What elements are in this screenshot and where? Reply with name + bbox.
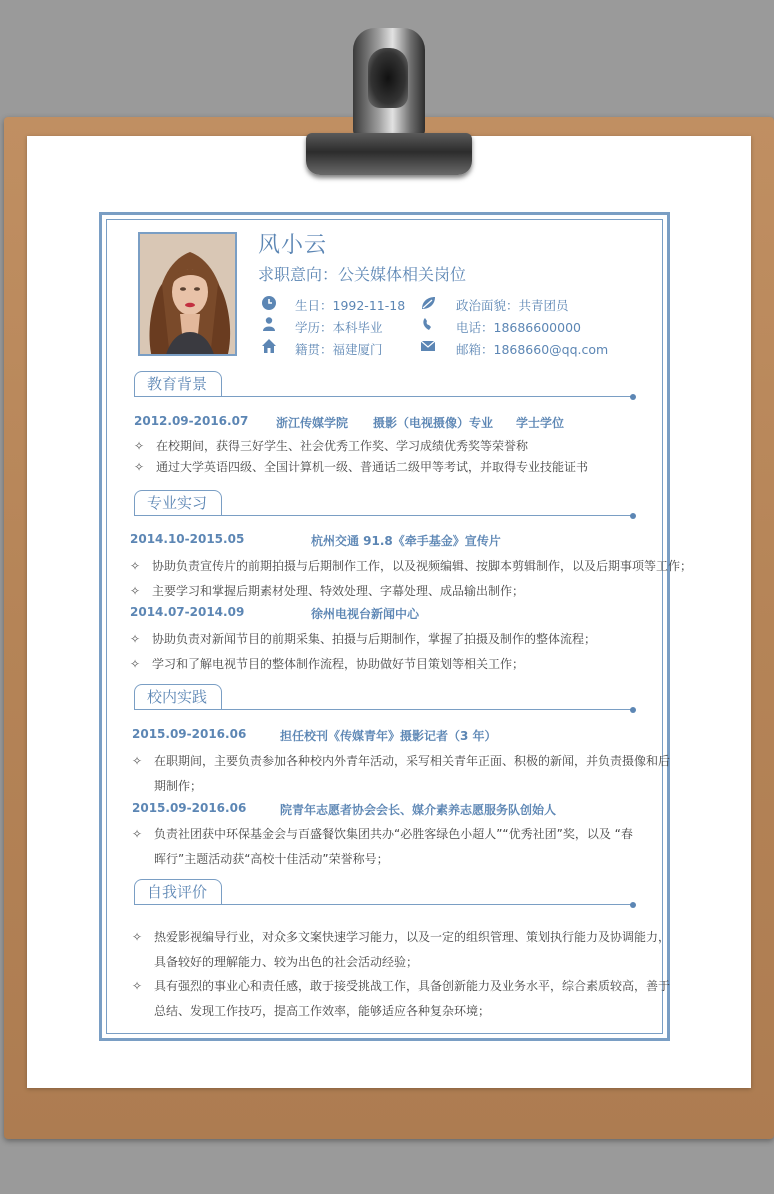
info-education: 学历：本科毕业 bbox=[295, 320, 383, 335]
home-icon bbox=[261, 338, 277, 354]
list-item bbox=[132, 752, 670, 769]
list-item-text: 通过大学英语四级、全国计算机一级、普通话二级甲等考试，并取得专业技能证书 bbox=[156, 460, 589, 474]
diamond-bullet-icon: ✧ bbox=[132, 979, 143, 993]
list-item-text: 热爱影视编导行业，对众多文案快速学习能力，以及一定的组织管理、策划执行能力及协调能力， bbox=[154, 930, 671, 944]
portrait-image-icon bbox=[140, 234, 237, 356]
list-item bbox=[130, 582, 524, 599]
binder-clip-hole bbox=[368, 48, 408, 108]
divider-dot bbox=[630, 394, 636, 400]
section-divider bbox=[134, 396, 632, 397]
profile-photo bbox=[138, 232, 237, 356]
section-title-campus: 校内实践 bbox=[134, 684, 222, 710]
edu-major: 摄影（电视摄像）专业 bbox=[373, 416, 494, 430]
diamond-bullet-icon: ✧ bbox=[132, 827, 143, 841]
job-org: 院青年志愿者协会会长、媒介素养志愿服务队创始人 bbox=[280, 803, 557, 817]
divider-dot bbox=[630, 707, 636, 713]
job-date: 2014.07-2014.09 bbox=[130, 605, 245, 619]
diamond-bullet-icon: ✧ bbox=[130, 559, 141, 573]
diamond-bullet-icon: ✧ bbox=[130, 584, 141, 598]
info-hometown: 籍贯：福建厦门 bbox=[295, 342, 383, 357]
edu-date: 2012.09-2016.07 bbox=[134, 414, 249, 428]
edu-school: 浙江传媒学院 bbox=[276, 416, 349, 430]
info-political: 政治面貌：共青团员 bbox=[456, 298, 569, 313]
list-item bbox=[130, 630, 596, 647]
diamond-bullet-icon: ✧ bbox=[130, 632, 141, 646]
section-divider bbox=[134, 904, 632, 905]
mail-icon bbox=[420, 338, 436, 354]
list-item bbox=[132, 928, 670, 945]
info-email: 邮箱：1868660@qq.com bbox=[456, 342, 609, 357]
job-date: 2015.09-2016.06 bbox=[132, 801, 247, 815]
job-date: 2014.10-2015.05 bbox=[130, 532, 245, 546]
section-title-education: 教育背景 bbox=[134, 371, 222, 397]
job-date: 2015.09-2016.06 bbox=[132, 727, 247, 741]
job-org: 杭州交通 91.8《牵手基金》宣传片 bbox=[311, 534, 501, 548]
list-item-text: 协助负责对新闻节目的前期采集、拍摄与后期制作，掌握了拍摄及制作的整体流程； bbox=[152, 632, 597, 646]
list-item-text: 协助负责宣传片的前期拍摄与后期制作工作，以及视频编辑、按脚本剪辑制作，以及后期事项等工作； bbox=[152, 559, 693, 573]
section-title-self: 自我评价 bbox=[134, 879, 222, 905]
diamond-bullet-icon: ✧ bbox=[134, 460, 145, 474]
leaf-icon bbox=[420, 295, 436, 311]
section-divider bbox=[134, 709, 632, 710]
list-item bbox=[132, 977, 670, 994]
info-phone: 电话：18686600000 bbox=[456, 320, 581, 335]
list-item-continuation: 具备较好的理解能力、较为出色的社会活动经验； bbox=[154, 955, 419, 969]
list-item-text: 在校期间，获得三好学生、社会优秀工作奖、学习成绩优秀奖等荣誉称 bbox=[156, 439, 529, 453]
job-org: 担任校刊《传媒青年》摄影记者（3 年） bbox=[280, 729, 497, 743]
section-title-internship: 专业实习 bbox=[134, 490, 222, 516]
binder-clip-base bbox=[306, 133, 472, 175]
job-org: 徐州电视台新闻中心 bbox=[311, 607, 420, 621]
edu-degree: 学士学位 bbox=[516, 416, 565, 430]
list-item-continuation: 总结、发现工作技巧，提高工作效率，能够适应各种复杂环境； bbox=[154, 1004, 491, 1018]
diamond-bullet-icon: ✧ bbox=[132, 754, 143, 768]
list-item-text: 主要学习和掌握后期素材处理、特效处理、字幕处理、成品输出制作； bbox=[152, 584, 525, 598]
candidate-name: 风小云 bbox=[258, 233, 328, 258]
job-intent: 求职意向：公关媒体相关岗位 bbox=[258, 265, 467, 284]
person-icon bbox=[261, 316, 277, 332]
list-item-continuation: 期制作； bbox=[154, 779, 203, 793]
diamond-bullet-icon: ✧ bbox=[130, 657, 141, 671]
divider-dot bbox=[630, 902, 636, 908]
list-item bbox=[134, 458, 588, 475]
clock-icon bbox=[261, 295, 277, 311]
list-item bbox=[134, 437, 528, 454]
list-item-text: 具有强烈的事业心和责任感，敢于接受挑战工作，具备创新能力及业务水平，综合素质较高，善于 bbox=[154, 979, 671, 993]
list-item bbox=[132, 825, 633, 842]
diamond-bullet-icon: ✧ bbox=[132, 930, 143, 944]
list-item bbox=[130, 557, 692, 574]
list-item-text: 在职期间，主要负责参加各种校内外青年活动，采写相关青年正面、积极的新闻，并负责摄像和后 bbox=[154, 754, 671, 768]
list-item-text: 学习和了解电视节目的整体制作流程，协助做好节目策划等相关工作； bbox=[152, 657, 525, 671]
list-item-text: 负责社团获中环保基金会与百盛餐饮集团共办“必胜客绿色小超人”“优秀社团”奖，以及 “春 bbox=[154, 827, 633, 841]
phone-icon bbox=[420, 316, 436, 332]
diamond-bullet-icon: ✧ bbox=[134, 439, 145, 453]
list-item bbox=[130, 655, 524, 672]
list-item-continuation: 晖行”主题活动获“高校十佳活动”荣誉称号； bbox=[154, 852, 389, 866]
info-birthday: 生日：1992-11-18 bbox=[295, 298, 406, 313]
section-divider bbox=[134, 515, 632, 516]
divider-dot bbox=[630, 513, 636, 519]
